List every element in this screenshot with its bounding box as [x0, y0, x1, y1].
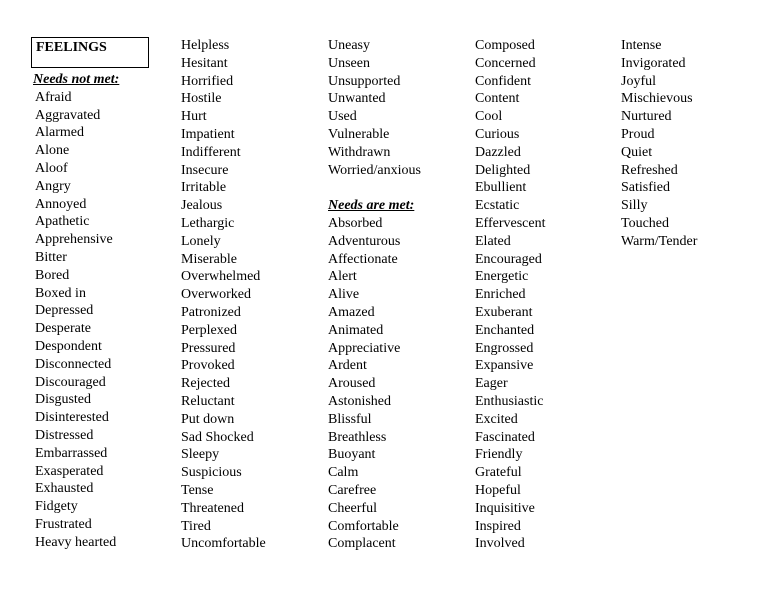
- feeling-word: Horrified: [181, 73, 234, 89]
- feeling-word: Effervescent: [475, 215, 546, 231]
- feeling-word: Involved: [475, 536, 525, 552]
- feeling-word: Sad Shocked: [181, 429, 254, 445]
- feeling-word: Adventurous: [328, 233, 401, 249]
- feeling-word: Enchanted: [475, 322, 535, 338]
- feeling-word: Embarrassed: [35, 445, 108, 461]
- feeling-word: Insecure: [181, 162, 229, 178]
- feeling-word: Annoyed: [35, 196, 87, 212]
- feeling-word: Patronized: [181, 304, 241, 320]
- feeling-word: Apathetic: [35, 214, 90, 230]
- feeling-word: Elated: [475, 233, 511, 249]
- feeling-word: Provoked: [181, 358, 235, 374]
- feeling-word: Lethargic: [181, 215, 235, 231]
- feeling-word: Hesitant: [181, 55, 228, 71]
- feeling-word: Ardent: [328, 358, 367, 374]
- feeling-word: Enthusiastic: [475, 393, 544, 409]
- feeling-word: Curious: [475, 126, 520, 142]
- needs-not-met-heading: Needs not met:: [33, 72, 120, 87]
- feeling-word: Satisfied: [621, 180, 670, 196]
- feeling-word: Silly: [621, 198, 648, 214]
- feeling-word: Unseen: [328, 55, 370, 71]
- feeling-word: Alone: [35, 143, 70, 159]
- feeling-word: Helpless: [181, 38, 230, 53]
- feeling-word: Confident: [475, 73, 531, 89]
- feeling-word: Invigorated: [621, 55, 686, 71]
- feeling-word: Breathless: [328, 429, 387, 445]
- feeling-word: Grateful: [475, 465, 522, 481]
- feeling-word: Used: [328, 109, 357, 125]
- feeling-word: Ecstatic: [475, 198, 520, 214]
- feeling-word: Aggravated: [35, 107, 101, 123]
- feeling-word: Carefree: [328, 482, 377, 498]
- feeling-word: Discouraged: [35, 374, 106, 390]
- feeling-word: Lonely: [181, 233, 221, 249]
- feeling-word: Tense: [181, 482, 214, 498]
- feeling-word: Desperate: [35, 321, 91, 337]
- feeling-word: Absorbed: [328, 215, 383, 231]
- feeling-word: Expansive: [475, 358, 534, 374]
- feeling-word: Affectionate: [328, 251, 398, 267]
- feeling-word: Complacent: [328, 536, 396, 552]
- feeling-word: Quiet: [621, 144, 653, 160]
- feeling-word: Buoyant: [328, 447, 376, 463]
- feeling-word: Inquisitive: [475, 500, 535, 516]
- feeling-word: Touched: [621, 215, 670, 231]
- feeling-word: Reluctant: [181, 393, 235, 409]
- feeling-word: Miserable: [181, 251, 237, 267]
- feeling-word: Composed: [475, 38, 535, 53]
- feeling-word: Eager: [475, 376, 508, 392]
- feeling-word: Hurt: [181, 109, 207, 125]
- feeling-word: Enriched: [475, 287, 526, 303]
- feeling-word: Frustrated: [35, 516, 92, 532]
- feeling-word: Worried/anxious: [328, 162, 421, 178]
- feeling-word: Pressured: [181, 340, 236, 356]
- feeling-word: Threatened: [181, 500, 244, 516]
- feeling-word: Concerned: [475, 55, 536, 71]
- feeling-word: Animated: [328, 322, 384, 338]
- feeling-word: Exhausted: [35, 481, 94, 497]
- feeling-word: Alive: [328, 287, 360, 303]
- feeling-word: Dazzled: [475, 144, 521, 160]
- feeling-word: Indifferent: [181, 144, 241, 160]
- feeling-word: Impatient: [181, 126, 235, 142]
- feeling-word: Rejected: [181, 376, 230, 392]
- feeling-word: Delighted: [475, 162, 531, 178]
- feeling-word: Overworked: [181, 287, 251, 303]
- column-3: [328, 37, 421, 553]
- feeling-word: Unsupported: [328, 73, 401, 89]
- feeling-word: Alert: [328, 269, 357, 285]
- feeling-word: Exuberant: [475, 304, 533, 320]
- feeling-word: Mischievous: [621, 91, 693, 107]
- feeling-word: Afraid: [35, 89, 72, 105]
- feeling-word: Hostile: [181, 91, 222, 107]
- page-title: FEELINGS: [31, 37, 149, 68]
- feeling-word: Unwanted: [328, 91, 386, 107]
- feeling-word: Jealous: [181, 198, 223, 214]
- feeling-word: Content: [475, 91, 520, 107]
- feeling-word: Amazed: [328, 304, 375, 320]
- feeling-word: Astonished: [328, 393, 391, 409]
- feeling-word: Energetic: [475, 269, 529, 285]
- feeling-word: Depressed: [35, 303, 94, 319]
- feeling-word: Aloof: [35, 160, 68, 176]
- feeling-word: Suspicious: [181, 465, 242, 481]
- feeling-word: Apprehensive: [35, 232, 113, 248]
- feeling-word: Inspired: [475, 518, 521, 534]
- column-3-bottom-list: [328, 215, 421, 553]
- feeling-word: Uncomfortable: [181, 536, 266, 552]
- feeling-word: Boxed in: [35, 285, 86, 301]
- feeling-word: Angry: [35, 178, 71, 194]
- feeling-word: Joyful: [621, 73, 656, 89]
- feeling-word: Cheerful: [328, 500, 377, 516]
- feeling-word: Refreshed: [621, 162, 678, 178]
- feeling-word: Calm: [328, 465, 359, 481]
- column-3-top-list: [328, 37, 421, 179]
- feeling-word: Overwhelmed: [181, 269, 261, 285]
- feeling-word: Cool: [475, 109, 503, 125]
- column-1-list: [35, 89, 119, 552]
- column-5-list: [621, 37, 697, 251]
- feeling-word: Heavy hearted: [35, 534, 117, 550]
- feeling-word: Bored: [35, 267, 70, 283]
- column-3-spacer: [328, 179, 421, 197]
- feeling-word: Aroused: [328, 376, 376, 392]
- column-2-list: [181, 37, 266, 553]
- feeling-word: Disgusted: [35, 392, 91, 408]
- feeling-word: Tired: [181, 518, 211, 534]
- feeling-word: Blissful: [328, 411, 372, 427]
- feeling-word: Uneasy: [328, 38, 370, 53]
- feeling-word: Ebullient: [475, 180, 527, 196]
- feeling-word: Bitter: [35, 249, 67, 265]
- feeling-word: Appreciative: [328, 340, 401, 356]
- column-5: [621, 37, 697, 251]
- feeling-word: Intense: [621, 38, 662, 53]
- feeling-word: Nurtured: [621, 109, 672, 125]
- feeling-word: Sleepy: [181, 447, 220, 463]
- feeling-word: Exasperated: [35, 463, 104, 479]
- feeling-word: Comfortable: [328, 518, 399, 534]
- feeling-word: Distressed: [35, 427, 94, 443]
- feeling-word: Disconnected: [35, 356, 112, 372]
- feeling-word: Vulnerable: [328, 126, 390, 142]
- feeling-word: Fascinated: [475, 429, 535, 445]
- feeling-word: Warm/Tender: [621, 233, 698, 249]
- feeling-word: Proud: [621, 126, 655, 142]
- feeling-word: Excited: [475, 411, 518, 427]
- column-4: [475, 37, 545, 553]
- column-1: [35, 71, 119, 552]
- feeling-word: Alarmed: [35, 125, 84, 141]
- feeling-word: Irritable: [181, 180, 227, 196]
- feeling-word: Engrossed: [475, 340, 534, 356]
- feeling-word: Despondent: [35, 338, 102, 354]
- feeling-word: Encouraged: [475, 251, 542, 267]
- feeling-word: Hopeful: [475, 482, 521, 498]
- feeling-word: Disinterested: [35, 410, 109, 426]
- column-4-list: [475, 37, 545, 553]
- feeling-word: Put down: [181, 411, 235, 427]
- feeling-word: Fidgety: [35, 499, 78, 515]
- column-2: [181, 37, 266, 553]
- feeling-word: Withdrawn: [328, 144, 391, 160]
- needs-met-heading: Needs are met:: [328, 198, 415, 214]
- feeling-word: Friendly: [475, 447, 523, 463]
- feeling-word: Perplexed: [181, 322, 237, 338]
